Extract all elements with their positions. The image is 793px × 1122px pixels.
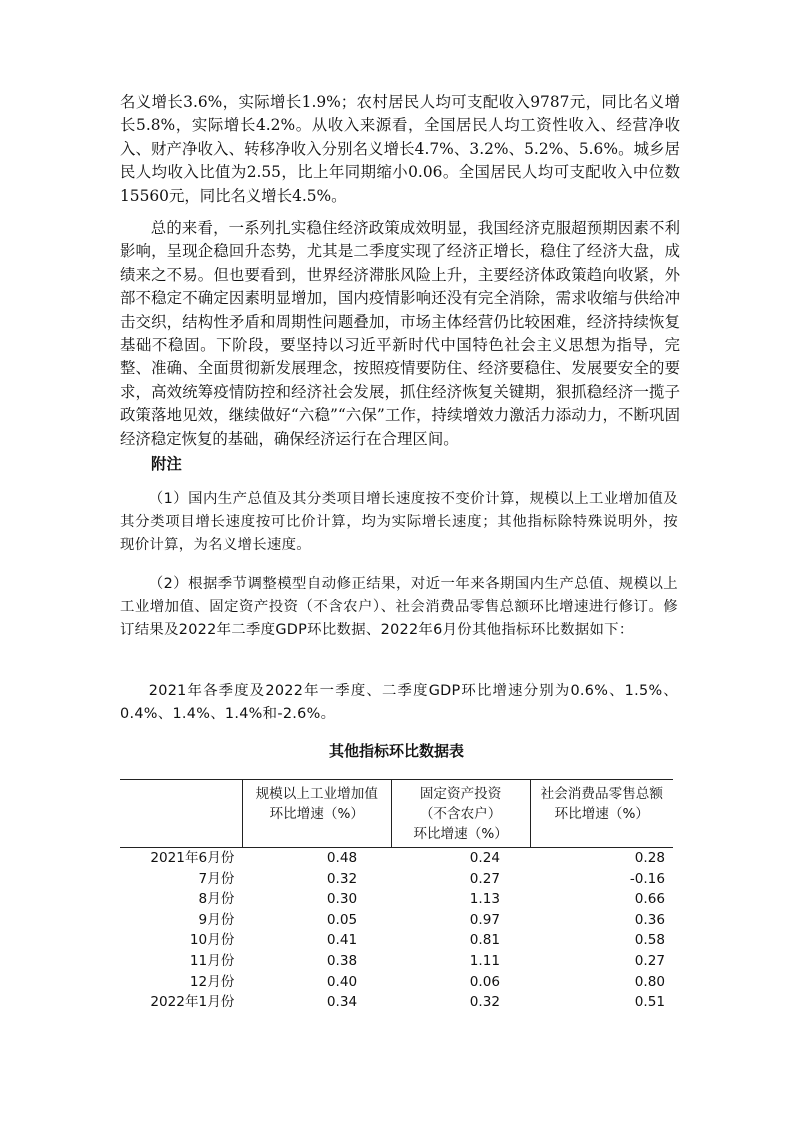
value-cell: 1.13 (469, 891, 501, 908)
table-row (120, 930, 673, 951)
value-cell: 0.81 (469, 932, 501, 949)
header-text-line: 规模以上工业增加值 (255, 786, 378, 802)
note-3: 2021年各季度及2022年一季度、二季度GDP环比增速分别为0.6%、1.5%、0.4%、1.4%、1.4%和-2.6%。 (120, 683, 678, 723)
table-title: 其他指标环比数据表 (328, 742, 464, 760)
value-cell: 0.06 (469, 973, 501, 990)
header-text-line: 环比增速（%） (269, 806, 364, 822)
table-header-row (120, 780, 673, 848)
header-text-line: 固定资产投资 (419, 786, 502, 802)
value-cell: 0.36 (634, 911, 665, 928)
row-label-cell: 10月份 (189, 932, 235, 949)
value-cell: 0.48 (326, 850, 358, 866)
value-cell: 0.66 (634, 891, 665, 908)
value-cell: 0.38 (326, 952, 358, 969)
header-text-line: 环比增速（%） (413, 826, 508, 842)
value-cell: 0.41 (326, 932, 358, 949)
note-1: （1）国内生产总值及其分类项目增长速度按不变价计算，规模以上工业增加值及其分类项目增长速度按可比价计算，均为实际增长速度；其他指标除特殊说明外，按现价计算，为名义增长速度。 (120, 491, 678, 554)
header-text-line: （不含农户） (419, 806, 502, 822)
header-cell-industrial (242, 780, 391, 848)
row-label-cell: 12月份 (189, 973, 235, 990)
summary-paragraph: 总的来看，一系列扎实稳住经济政策成效明显，我国经济克服超预期因素不利影响，呈现企稳回升态势，尤其是二季度实现了经济正增长，稳住了经济大盘，成绩来之不易。但也要看到，世界经济滞胀风险上升，主要经济体政策趋向收紧，外部不稳定不确定因素明显增加，国内疫情影响还没有完全消除，需求收缩与供给冲击交织，结构性矛盾和周期性问题叠加，市场主体经营仍比较困难，经济持续恢复基础不稳固。下阶段，要坚持以习近平新时代中国特色社会主义思想为指导，完整、准确、全面贯彻新发展理念，按照疫情要防住、经济要稳住、发展要安全的要求，高效统筹疫情防控和经济社会发展，抓住经济恢复关键期，狠抓稳经济一揽子政策落地见效，继续做好“六稳”“六保”工作，持续增效力激活力添动力，不断巩固经济稳定恢复的基础，确保经济运行在合理区间。 (120, 219, 680, 448)
row-label-cell: 11月份 (189, 952, 235, 969)
table-row (120, 910, 673, 931)
value-cell: -0.16 (629, 870, 665, 887)
value-cell: 0.32 (469, 994, 501, 1011)
header-cell-period (120, 780, 242, 848)
header-text-line: 社会消费品零售总额 (540, 786, 663, 802)
table-row (120, 889, 673, 910)
value-cell: 0.58 (634, 932, 665, 949)
income-paragraph: 名义增长3.6%，实际增长1.9%；农村居民人均可支配收入9787元，同比名义增长5.8%，实际增长4.2%。从收入来源看，全国居民人均工资性收入、经营净收入、财产净收入、转移净收入分别名义增长4.7%、3.2%、5.2%、5.6%。城乡居民人均收入比值为2.55，比上年同期缩小0.06。全国居民人均可支配收入中位数15560元，同比名义增长4.5%。 (120, 93, 680, 205)
value-cell: 1.11 (469, 952, 501, 969)
table-body (120, 848, 673, 1013)
notes-heading: 附注 (151, 455, 182, 473)
table-row (120, 992, 673, 1013)
table-row (120, 951, 673, 972)
header-cell-retail (530, 780, 673, 848)
value-cell: 0.27 (634, 952, 665, 969)
value-cell: 0.40 (326, 973, 358, 990)
value-cell: 0.32 (326, 870, 358, 887)
value-cell: 0.24 (469, 850, 501, 866)
table-row (120, 972, 673, 993)
table-row (120, 869, 673, 890)
row-label-cell: 2022年1月份 (150, 994, 235, 1011)
value-cell: 0.97 (469, 911, 501, 928)
value-cell: 0.80 (634, 973, 665, 990)
header-text-line: 环比增速（%） (554, 806, 650, 822)
value-cell: 0.28 (634, 850, 665, 866)
note-2: （2）根据季节调整模型自动修正结果，对近一年来各期国内生产总值、规模以上工业增加值、固定资产投资（不含农户）、社会消费品零售总额环比增速进行修订。修订结果及2022年二季度GDP环比数据、2022年6月份其他指标环比数据如下： (120, 576, 678, 639)
value-cell: 0.34 (326, 994, 358, 1011)
row-label-cell: 9月份 (198, 911, 235, 928)
mom-growth-table (120, 779, 673, 1013)
table-row (120, 848, 673, 869)
value-cell: 0.51 (634, 994, 665, 1011)
header-cell-investment (391, 780, 530, 848)
row-label-cell: 7月份 (198, 870, 235, 887)
row-label-cell: 8月份 (198, 891, 235, 908)
value-cell: 0.30 (326, 891, 358, 908)
value-cell: 0.27 (469, 870, 501, 887)
row-label-cell: 2021年6月份 (150, 850, 235, 866)
value-cell: 0.05 (326, 911, 358, 928)
